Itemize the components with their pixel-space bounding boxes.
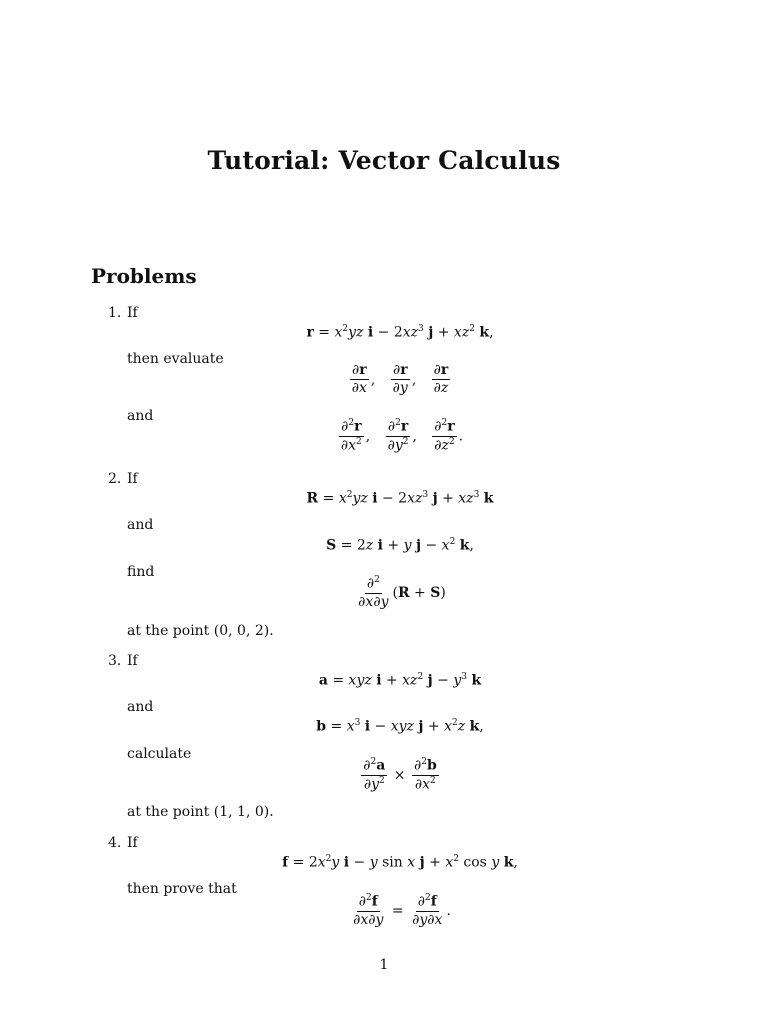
problem-text: then prove that — [127, 881, 237, 897]
equation-first-derivatives: $\frac{\partial r}{\partial x}$ , $\frac{\partial r}{\partial y}$ , $\frac{\partial r}{\partial z}$ — [351, 362, 449, 397]
equation-mixed-equality: $\frac{\partial^2f}{\partial x\partial y}$ = $\frac{\partial^2f}{\partial y\partial x}$ . — [353, 893, 451, 929]
equation-a: a = xyz $i + xz^2$ $j - y^3$ k — [318, 672, 482, 689]
equation-cross-product: $\frac{\partial^2a}{\partial y^2}$ × $\frac{\partial^2b}{\partial x^2}$ — [363, 757, 437, 793]
problem-text: then evaluate — [127, 351, 224, 367]
equation-R: $R = x^2yz$ $i - 2xz^3$ $j + xz^3$ k — [306, 490, 494, 507]
problem-number: 4. — [108, 835, 122, 851]
problem-text: at the point (1, 1, 0). — [127, 804, 274, 820]
problem-text: If — [127, 835, 138, 851]
problem-text: If — [127, 653, 138, 669]
problem-text: and — [127, 699, 154, 715]
page-number: 1 — [379, 957, 389, 973]
equation-b: $b = x^3$ i − xyz $j + x^2z$ k, — [316, 718, 484, 735]
problem-text: and — [127, 517, 154, 533]
problem-text: at the point (0, 0, 2). — [127, 623, 274, 639]
problem-number: 3. — [108, 653, 122, 669]
problem-text: calculate — [127, 746, 192, 762]
problem-text: find — [127, 564, 155, 580]
equation-second-derivatives: $\frac{\partial^2r}{\partial x^2}$ , $\frac{\partial^2r}{\partial y^2}$ , $\frac{\partial^2r}{\partial z^2}$ . — [340, 418, 464, 454]
problem-number: 2. — [108, 471, 122, 487]
problem-text: and — [127, 408, 154, 424]
problem-number: 1. — [108, 305, 122, 321]
equation-mixed-derivative: $\frac{\partial^2}{\partial x\partial y}$ (R + S) — [358, 575, 446, 611]
problem-text: If — [127, 471, 138, 487]
problem-text: If — [127, 305, 138, 321]
section-heading: Problems — [91, 264, 197, 288]
equation-S: S = 2z i + y $j - x^2$ k, — [326, 537, 474, 554]
page-title: Tutorial: Vector Calculus — [207, 146, 561, 175]
equation-r: $r = x^2yz$ $i - 2xz^3$ $j + xz^2$ k, — [306, 324, 494, 341]
equation-f: $f = 2x^2y$ i − y sin x $j + x^2$ cos y k, — [282, 854, 518, 871]
